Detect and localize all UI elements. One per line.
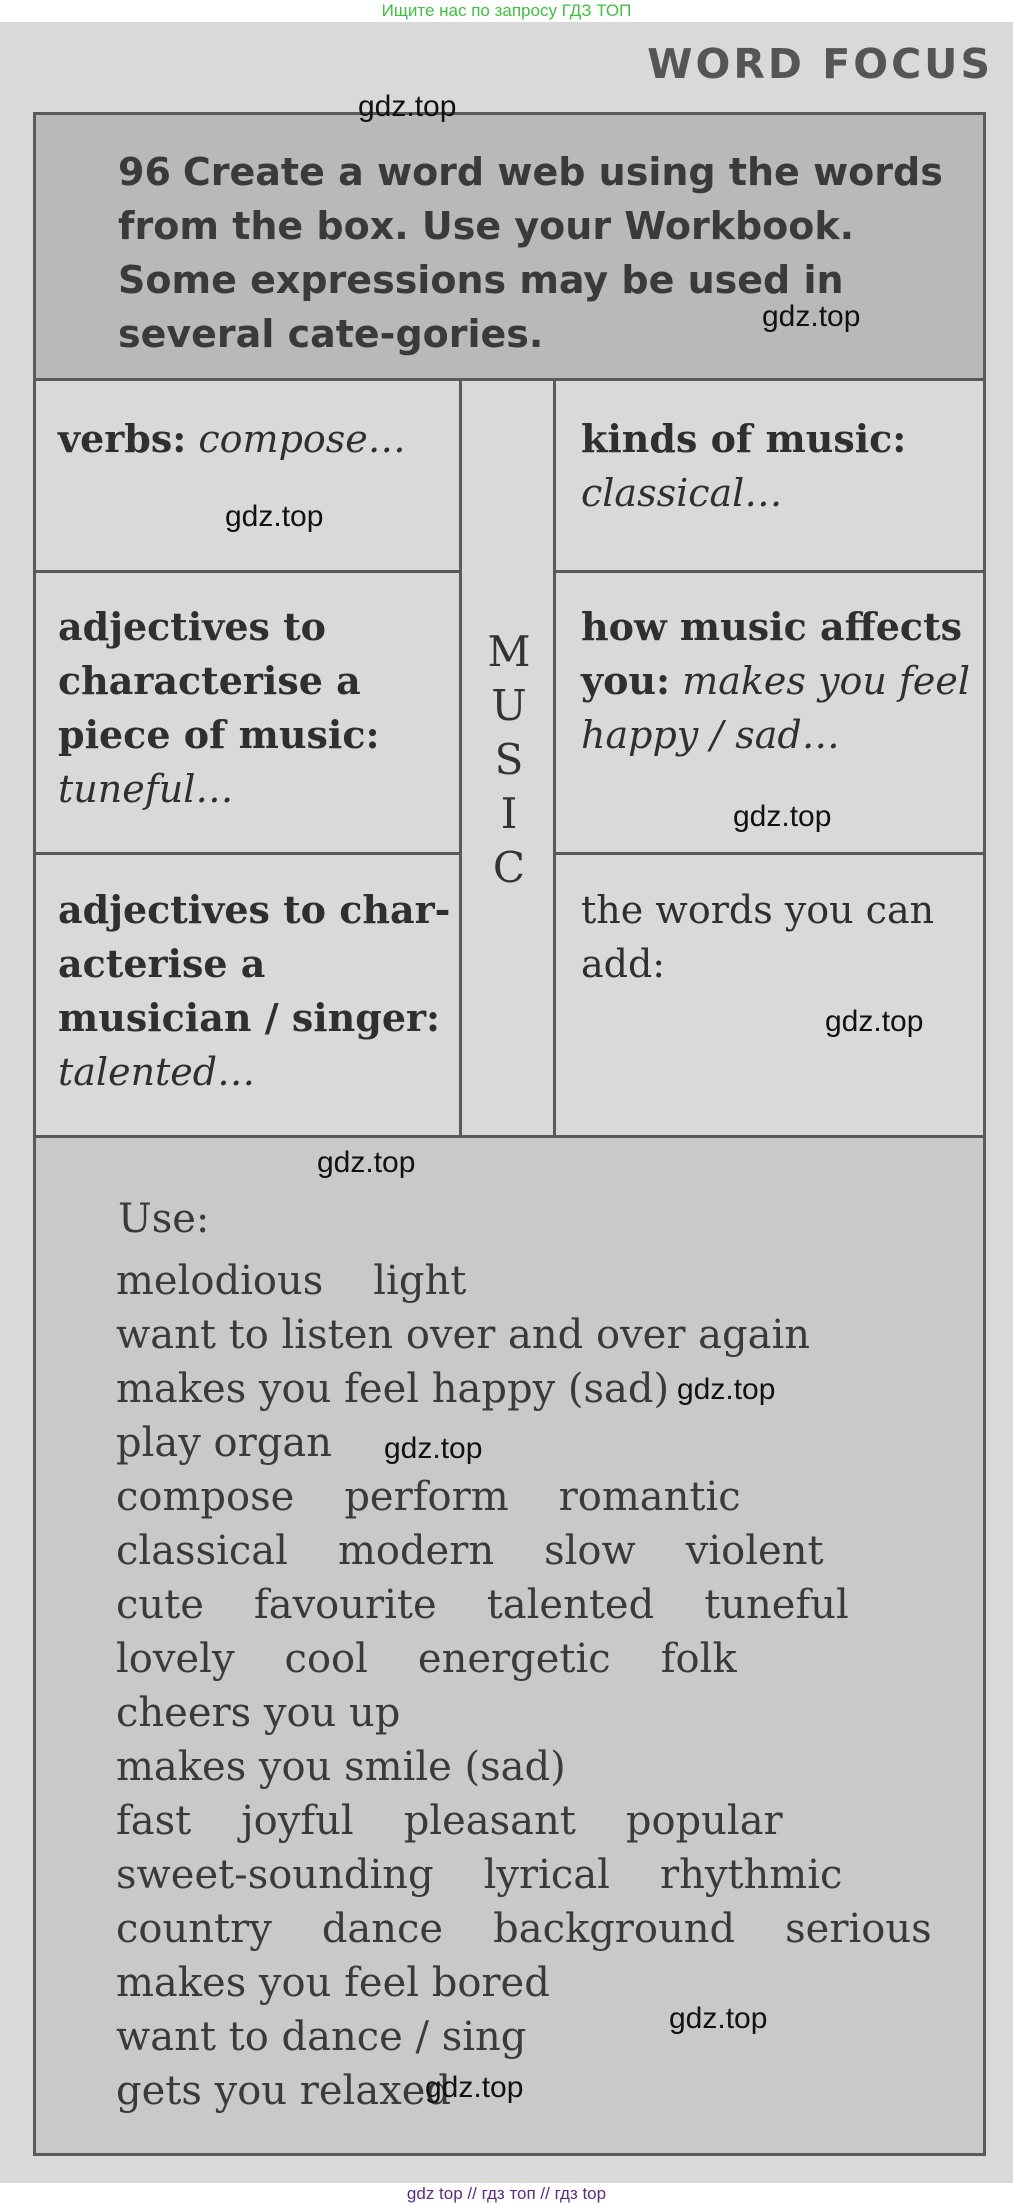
word-item: cool bbox=[284, 1636, 368, 1682]
category-example: compose… bbox=[198, 417, 406, 461]
word-line bbox=[116, 1362, 976, 1416]
category-label: how music affects you: bbox=[581, 604, 963, 703]
word-line bbox=[116, 2010, 976, 2064]
watermark: gdz.top bbox=[384, 1432, 483, 1465]
category-adjectives-piece bbox=[58, 600, 453, 816]
word-item: talented bbox=[486, 1582, 655, 1628]
word-line bbox=[116, 1578, 976, 1632]
task-number: 96 bbox=[118, 150, 171, 194]
category-label: verbs: bbox=[58, 416, 187, 461]
word-item: popular bbox=[625, 1798, 783, 1844]
category-label: adjectives to char-acterise a musician / singer: bbox=[58, 887, 451, 1040]
word-item: folk bbox=[660, 1636, 737, 1682]
word-line bbox=[116, 1740, 976, 1794]
use-label: Use: bbox=[118, 1196, 210, 1242]
word-list bbox=[116, 1254, 976, 2118]
word-item: lyrical bbox=[483, 1852, 610, 1898]
word-item: makes you smile (sad) bbox=[116, 1744, 566, 1790]
word-line bbox=[116, 1254, 976, 1308]
word-item: play organ bbox=[116, 1420, 332, 1466]
word-item: pleasant bbox=[403, 1798, 576, 1844]
word-line bbox=[116, 1632, 976, 1686]
category-example: classical… bbox=[581, 471, 783, 515]
word-item: melodious bbox=[116, 1258, 324, 1304]
word-item: lovely bbox=[116, 1636, 235, 1682]
word-line bbox=[116, 1902, 976, 1956]
word-item: perform bbox=[344, 1474, 509, 1520]
category-example: talented… bbox=[58, 1050, 256, 1094]
word-item: rhythmic bbox=[659, 1852, 843, 1898]
category-words-to-add bbox=[581, 883, 941, 991]
category-label: kinds of music: bbox=[581, 416, 907, 461]
word-item: violent bbox=[685, 1528, 824, 1574]
center-letter: S bbox=[494, 735, 524, 784]
center-letter: U bbox=[491, 681, 527, 730]
word-item: classical bbox=[116, 1528, 288, 1574]
watermark: gdz.top bbox=[762, 300, 861, 333]
task-text: Create a word web using the words from the box. Use your Workbook. Some expressions may be used in several cate-gories. bbox=[118, 150, 943, 356]
word-item: serious bbox=[785, 1906, 932, 1952]
word-item: country bbox=[116, 1906, 272, 1952]
word-line bbox=[116, 2064, 976, 2118]
center-letter: C bbox=[492, 843, 526, 892]
word-item: cute bbox=[116, 1582, 204, 1628]
section-title: WORD FOCUS bbox=[647, 40, 993, 88]
category-kinds-of-music bbox=[581, 412, 981, 520]
word-item: slow bbox=[544, 1528, 636, 1574]
word-item: compose bbox=[116, 1474, 295, 1520]
category-example: tuneful… bbox=[58, 767, 234, 811]
watermark: gdz.top bbox=[733, 800, 832, 833]
word-item: gets you relaxed bbox=[116, 2068, 452, 2114]
watermark: gdz.top bbox=[677, 1373, 776, 1406]
center-letter: I bbox=[500, 789, 518, 838]
watermark: gdz.top bbox=[225, 500, 324, 533]
center-word-music bbox=[464, 625, 554, 895]
header-link[interactable]: Ищите нас по запросу ГДЗ ТОП bbox=[0, 0, 1013, 22]
word-item: want to dance / sing bbox=[116, 2014, 527, 2060]
watermark: gdz.top bbox=[825, 1005, 924, 1038]
word-item: favourite bbox=[253, 1582, 437, 1628]
word-item: tuneful bbox=[704, 1582, 849, 1628]
word-line bbox=[116, 1524, 976, 1578]
word-item: want to listen over and over again bbox=[116, 1312, 811, 1358]
word-item: background bbox=[493, 1906, 736, 1952]
word-item: energetic bbox=[417, 1636, 611, 1682]
word-item: fast bbox=[116, 1798, 192, 1844]
word-line bbox=[116, 1794, 976, 1848]
footer-link[interactable]: gdz top // гдз топ // гдз top bbox=[0, 2183, 1013, 2205]
word-item: sweet-sounding bbox=[116, 1852, 434, 1898]
category-example: makes you feel happy / sad… bbox=[581, 659, 971, 757]
watermark: gdz.top bbox=[358, 90, 457, 123]
category-label: adjectives to characterise a piece of music: bbox=[58, 604, 380, 757]
word-line bbox=[116, 1686, 976, 1740]
word-line bbox=[116, 1308, 976, 1362]
watermark: gdz.top bbox=[425, 2071, 524, 2104]
category-how-music-affects bbox=[581, 600, 983, 762]
word-line bbox=[116, 1416, 976, 1470]
word-item: makes you feel bored bbox=[116, 1960, 550, 2006]
word-item: dance bbox=[321, 1906, 444, 1952]
category-verbs bbox=[58, 412, 453, 466]
center-letter: M bbox=[487, 627, 531, 676]
word-item: light bbox=[373, 1258, 467, 1304]
word-line bbox=[116, 1956, 976, 2010]
watermark: gdz.top bbox=[317, 1146, 416, 1179]
word-line bbox=[116, 1848, 976, 1902]
word-item: cheers you up bbox=[116, 1690, 401, 1736]
word-item: romantic bbox=[558, 1474, 741, 1520]
word-item: makes you feel happy (sad) bbox=[116, 1366, 670, 1412]
word-item: modern bbox=[337, 1528, 495, 1574]
watermark: gdz.top bbox=[669, 2002, 768, 2035]
category-label: the words you can add: bbox=[581, 888, 935, 986]
category-adjectives-musician bbox=[58, 883, 453, 1099]
word-line bbox=[116, 1470, 976, 1524]
word-item: joyful bbox=[241, 1798, 354, 1844]
